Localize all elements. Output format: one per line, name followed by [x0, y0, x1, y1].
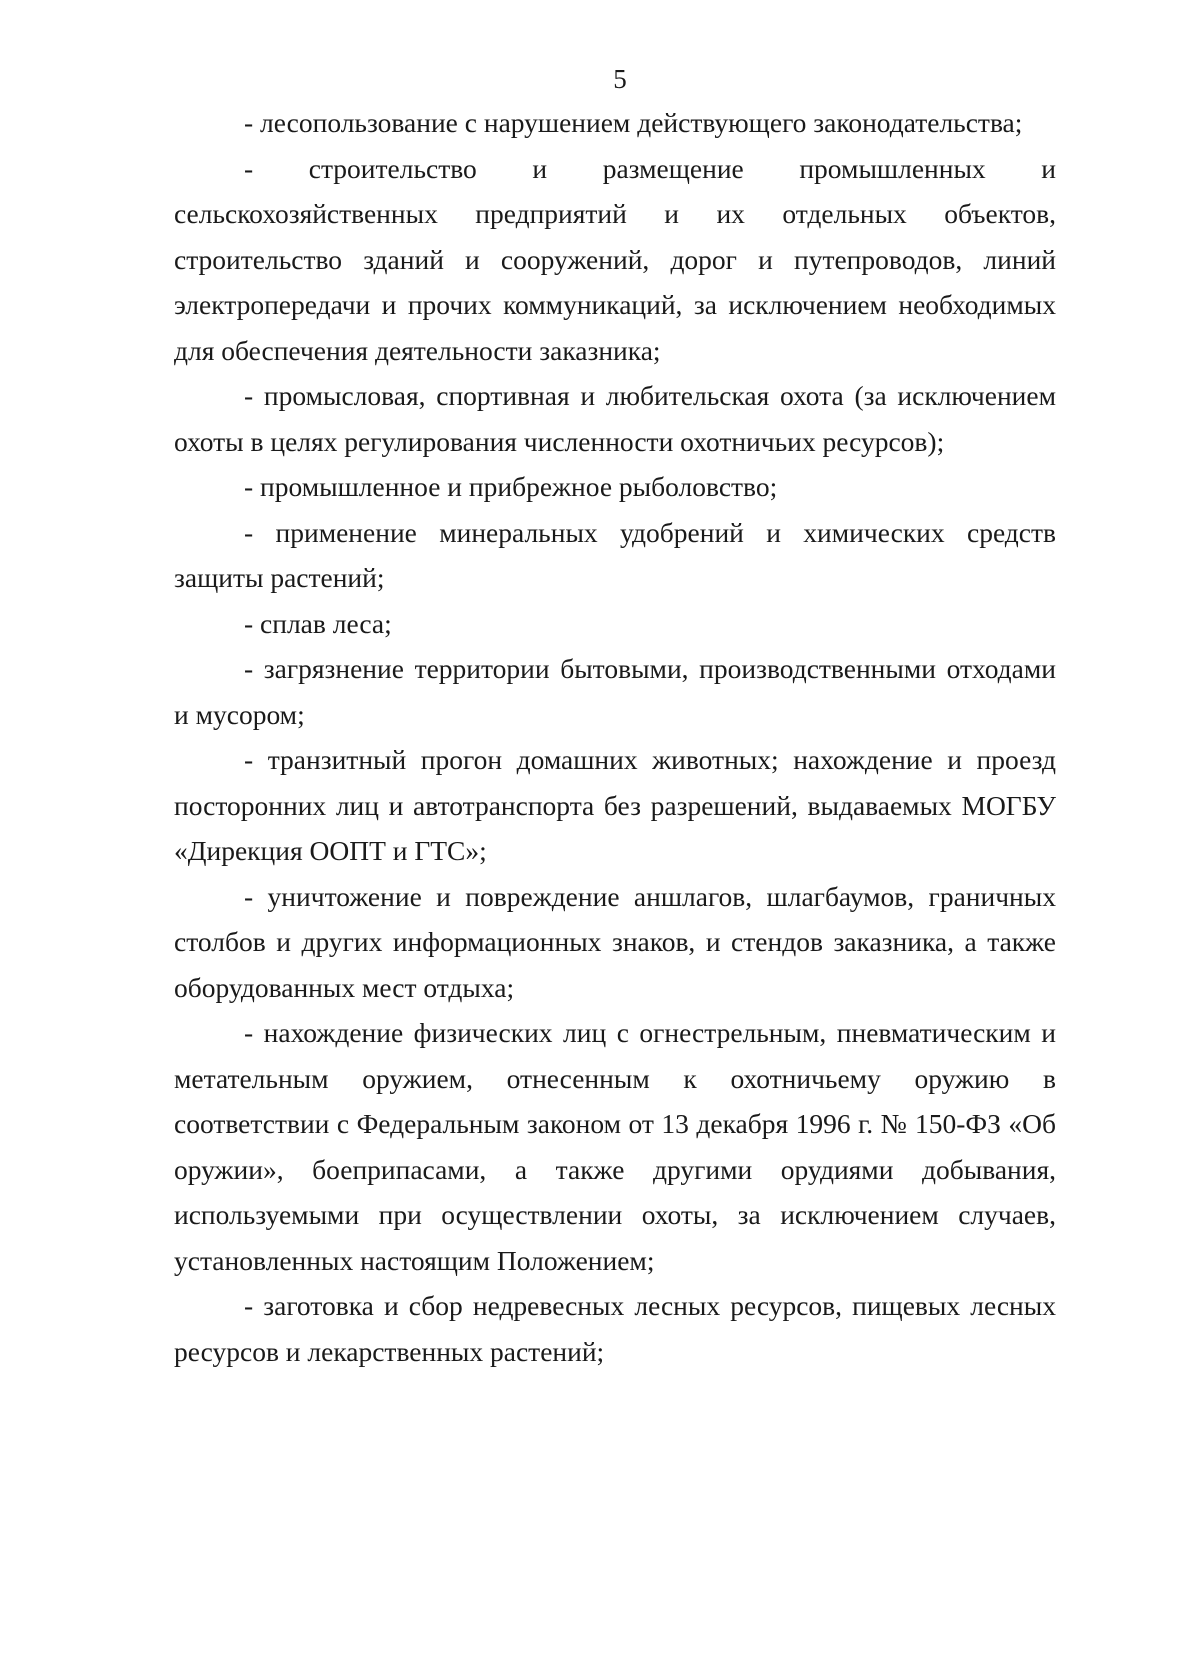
list-item-resource-harvesting: - заготовка и сбор недревесных лесных ресурсов, пищевых лесных ресурсов и лекарственных растений; [174, 1290, 1056, 1367]
list-item-construction: - строительство и размещение промышленных и сельскохозяйственных предприятий и их отдельных объектов, строительство зданий и сооружений, дорог и путепроводов, линий электропередачи и прочих коммуникаций, за исключением необходимых для обеспечения деятельности заказника; [174, 152, 1056, 366]
page-number: 5 [613, 64, 627, 94]
list-item-transit: - транзитный прогон домашних животных; нахождение и проезд посторонних лиц и автотранспорта без разрешений, выдаваемых МОГБУ «Дирекция ООПТ и ГТС»; [174, 744, 1056, 866]
document-body [174, 100, 1056, 1374]
list-item-logging: - лесопользование с нарушением действующего законодательства; [244, 107, 1023, 138]
list-item-sign-damage: - уничтожение и повреждение аншлагов, шлагбаумов, граничных столбов и других информационных знаков, и стендов заказника, а также оборудованных мест отдыха; [174, 880, 1056, 1003]
list-item-fishing: - промышленное и прибрежное рыболовство; [244, 471, 778, 502]
list-item-timber-rafting: - сплав леса; [244, 607, 392, 639]
list-item-fertilizers: - применение минеральных удобрений и химических средств защиты растений; [174, 516, 1056, 593]
list-item-pollution: - загрязнение территории бытовыми, производственными отходами и мусором; [174, 653, 1056, 730]
list-item-hunting: - промысловая, спортивная и любительская охота (за исключением охоты в целях регулирования численности охотничьих ресурсов); [174, 380, 1056, 457]
list-item-weapons: - нахождение физических лиц с огнестрельным, пневматическим и метательным оружием, отнесенным к охотничьему оружию в соответствии с Федеральным законом от 13 декабря 1996 г. № 150-ФЗ «Об оружии», боеприпасами, а также другими орудиями добывания, используемыми при осуществлении охоты, за исключением случаев, установленных настоящим Положением; [174, 1017, 1056, 1276]
